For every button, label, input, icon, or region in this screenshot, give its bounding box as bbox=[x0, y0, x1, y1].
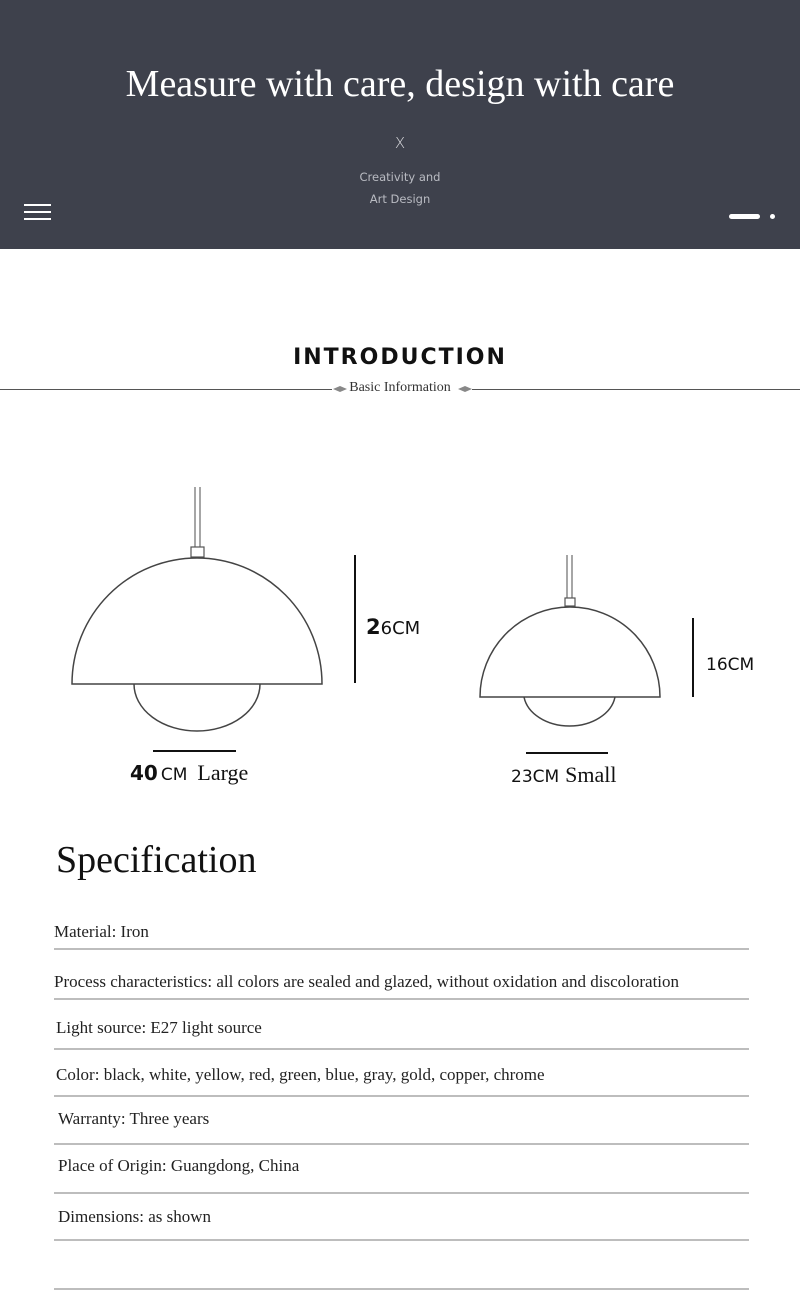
specification-heading: Specification bbox=[56, 839, 257, 881]
spec-divider bbox=[54, 948, 749, 950]
spec-divider bbox=[54, 1143, 749, 1145]
hero-title: Measure with care, design with care bbox=[125, 63, 675, 105]
spec-divider bbox=[54, 998, 749, 1000]
slider-indicator bbox=[729, 213, 777, 221]
introduction-heading: INTRODUCTION bbox=[293, 345, 507, 370]
spec-divider bbox=[54, 1095, 749, 1097]
spec-row-material: Material: Iron bbox=[54, 922, 149, 941]
hero-subtitle bbox=[0, 166, 800, 210]
spec-row-origin: Place of Origin: Guangdong, China bbox=[58, 1156, 300, 1175]
small-width-label: 23CM Small bbox=[511, 762, 617, 787]
spec-row-process: Process characteristics: all colors are sealed and glazed, without oxidation and discoloration bbox=[54, 972, 680, 991]
spec-divider bbox=[54, 1192, 749, 1194]
spec-row-color: Color: black, white, yellow, red, green, blue, gray, gold, copper, chrome bbox=[56, 1065, 545, 1084]
spec-row-dimensions: Dimensions: as shown bbox=[58, 1207, 211, 1226]
hero-x-mark: X bbox=[394, 134, 406, 152]
hamburger-menu-icon[interactable] bbox=[24, 204, 51, 221]
spec-row-light-source: Light source: E27 light source bbox=[56, 1018, 262, 1037]
spec-divider bbox=[54, 1288, 749, 1290]
large-height-label: 26CM bbox=[366, 615, 421, 639]
hero-banner bbox=[0, 0, 800, 249]
large-width-label: 40 CM Large bbox=[130, 760, 249, 785]
hero-subtitle-line2: Art Design bbox=[369, 192, 431, 206]
divider-right bbox=[472, 389, 800, 390]
lamp-dimension-diagram bbox=[0, 470, 800, 810]
diamond-ornament-icon bbox=[458, 386, 472, 392]
spec-row-warranty: Warranty: Three years bbox=[58, 1109, 210, 1128]
spec-divider bbox=[54, 1048, 749, 1050]
small-height-label: 16CM bbox=[706, 655, 755, 675]
slide-indicator-active[interactable] bbox=[729, 214, 760, 219]
spec-divider bbox=[54, 1239, 749, 1241]
lamp-illustration bbox=[0, 470, 800, 810]
introduction-subtitle: Basic Information bbox=[349, 380, 451, 395]
hero-subtitle-line1: Creativity and bbox=[359, 170, 441, 184]
slide-indicator-dot[interactable] bbox=[770, 214, 775, 219]
